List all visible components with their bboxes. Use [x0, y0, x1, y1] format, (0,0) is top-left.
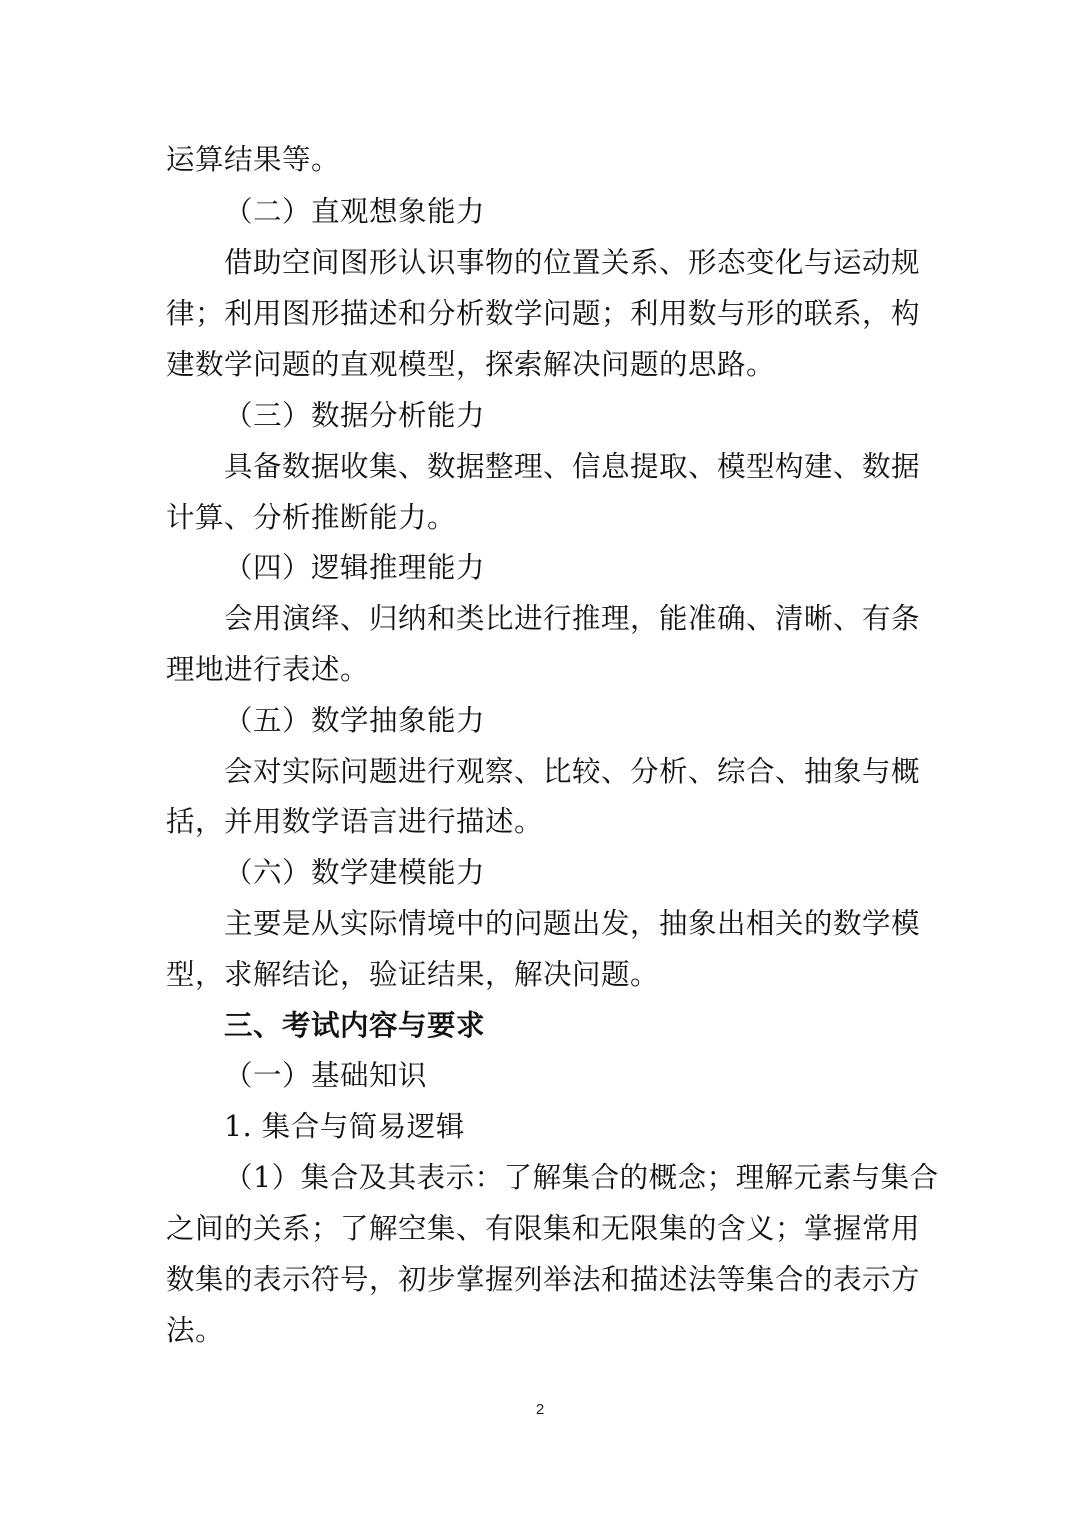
paragraph-line: 主要是从实际情境中的问题出发，抽象出相关的数学模	[224, 907, 921, 940]
chapter-heading-exam-content: 三、考试内容与要求	[224, 1009, 486, 1042]
paragraph-line: 建数学问题的直观模型，探索解决问题的思路。	[166, 348, 776, 381]
paragraph-line: 括，并用数学语言进行描述。	[166, 805, 544, 838]
subsection-heading-sets-logic: 1. 集合与简易逻辑	[224, 1110, 465, 1143]
section-heading-logical-reasoning: （四）逻辑推理能力	[224, 551, 486, 584]
paragraph-line: 之间的关系；了解空集、有限集和无限集的含义；掌握常用	[166, 1212, 921, 1245]
page-number: 2	[535, 1401, 545, 1418]
paragraph-line: 法。	[166, 1314, 225, 1347]
paragraph-line: 型，求解结论，验证结果，解决问题。	[166, 958, 660, 991]
paragraph-line: （1）集合及其表示：了解集合的概念；理解元素与集合	[224, 1161, 939, 1194]
paragraph-line: 理地进行表述。	[166, 653, 370, 686]
paragraph-line: 律；利用图形描述和分析数学问题；利用数与形的联系，构	[166, 297, 921, 330]
paragraph-line: 会用演绎、归纳和类比进行推理，能准确、清晰、有条	[224, 602, 921, 635]
paragraph-line: 借助空间图形认识事物的位置关系、形态变化与运动规	[224, 246, 921, 279]
section-heading-math-modeling: （六）数学建模能力	[224, 856, 486, 889]
paragraph-line: 数集的表示符号，初步掌握列举法和描述法等集合的表示方	[166, 1263, 921, 1296]
paragraph-line: 运算结果等。	[166, 143, 341, 176]
section-heading-basic-knowledge: （一）基础知识	[224, 1059, 428, 1092]
paragraph-line: 具备数据收集、数据整理、信息提取、模型构建、数据	[224, 450, 921, 483]
section-heading-math-abstraction: （五）数学抽象能力	[224, 704, 486, 737]
paragraph-line: 计算、分析推断能力。	[166, 501, 457, 534]
section-heading-data-analysis: （三）数据分析能力	[224, 399, 486, 432]
paragraph-line: 会对实际问题进行观察、比较、分析、综合、抽象与概	[224, 755, 921, 788]
section-heading-intuitive-imagination: （二）直观想象能力	[224, 195, 486, 228]
